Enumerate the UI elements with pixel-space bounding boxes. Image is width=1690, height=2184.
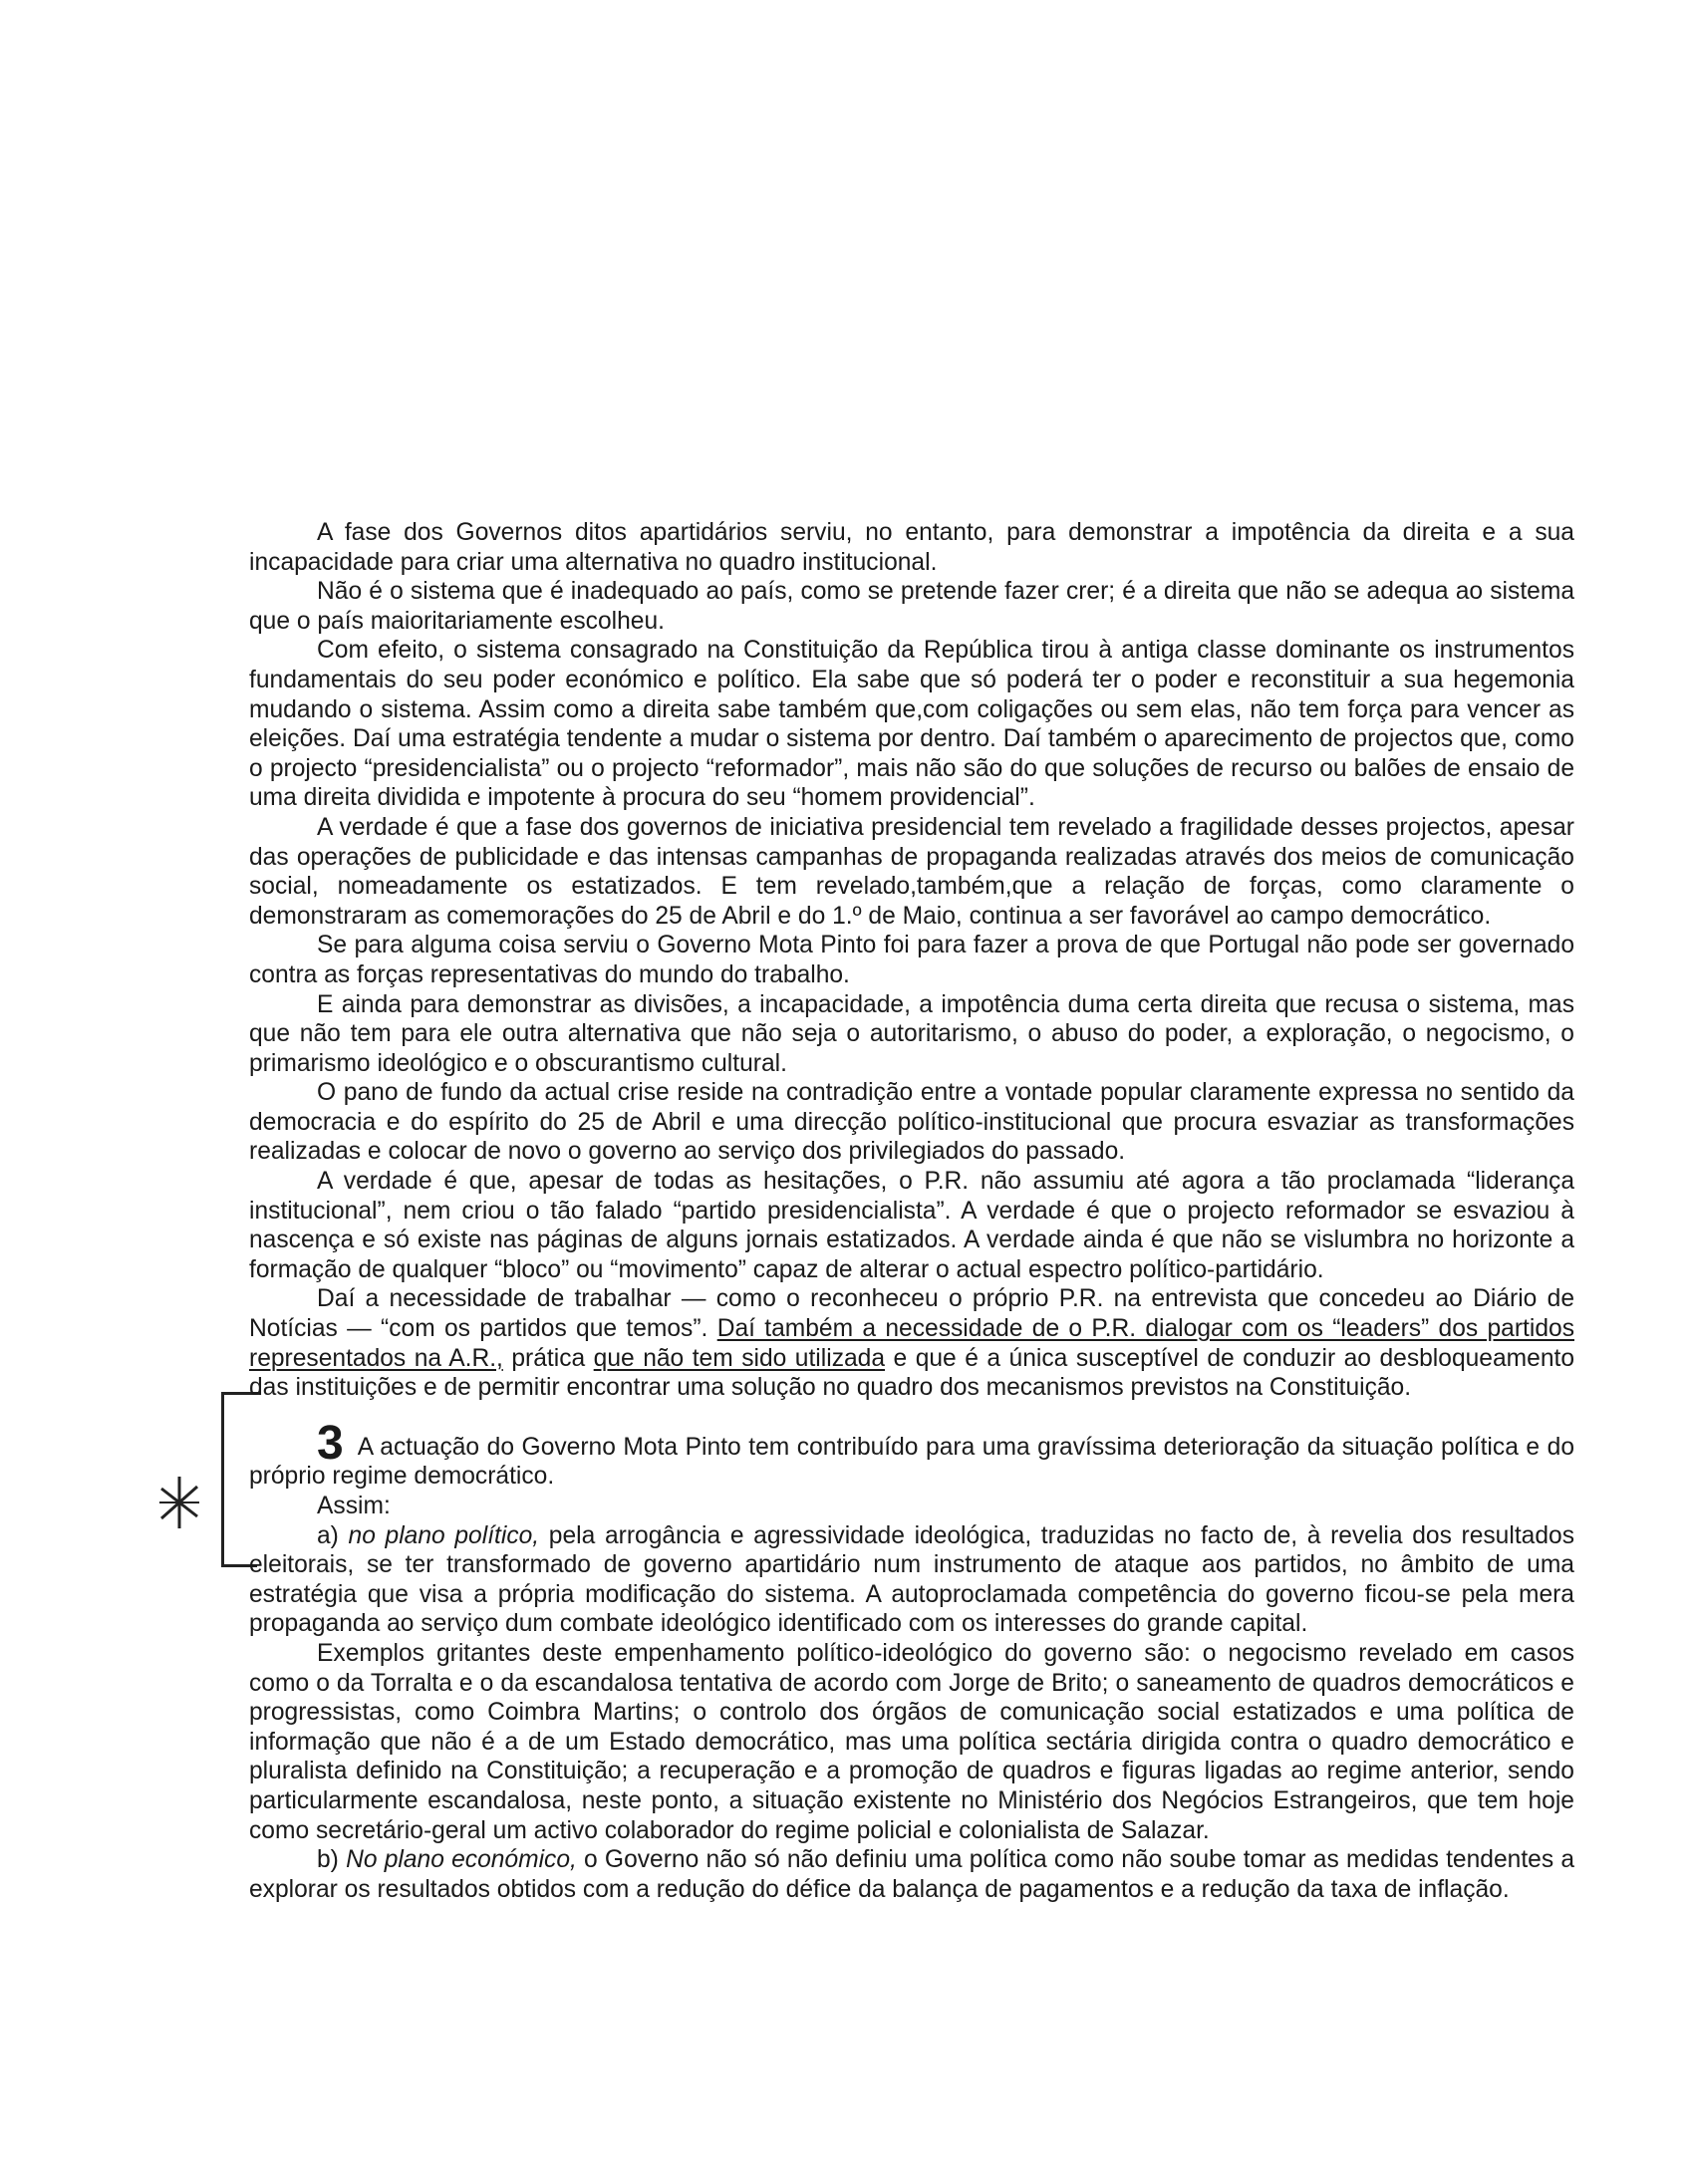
section-intro-text: A actuação do Governo Mota Pinto tem contribuído para uma gravíssima deterioração da situação política e do próprio regime democrático. bbox=[249, 1433, 1574, 1491]
item-a-heading: no plano político, bbox=[348, 1521, 540, 1549]
section-3-intro bbox=[249, 1416, 1574, 1492]
marked-text-1: Daí a necessidade de trabalhar — como o reconheceu o próprio P.R. na entrevista que concedeu ao Diário de Notícias — “com os partidos que temos”. bbox=[249, 1285, 1574, 1343]
assim-line: Assim: bbox=[317, 1493, 391, 1519]
item-b-heading: No plano económico, bbox=[346, 1846, 577, 1874]
margin-bracket-mark bbox=[221, 1395, 248, 1564]
marked-text-3: e que é a única susceptível de conduzir ao desbloqueamento das instituições e de permitir encontrar uma solução no quadro dos mecanismos previstos na Constituição. bbox=[249, 1344, 1575, 1402]
examples-paragraph: Exemplos gritantes deste empenhamento político-ideológico do governo são: o negocismo revelado em casos como o da Torralta e o da escandalosa tentativa de acordo com Jorge de Brito; o saneamento de quadros democráticos e progressistas, como Coimbra Martins; o controlo dos órgãos de comunicação social estatizados e uma política de informação que não é a de um Estado democrático, mas uma política sectária dirigida contra o quadro democrático e pluralista definido na Constituição; a recuperação e a promoção de quadros e figuras ligadas ao regime anterior, sendo particularmente escandalosa, neste ponto, a situação existente no Ministério dos Negócios Estrangeiros, que tem hoje como secretário-geral um activo colaborador do regime policial e colonialista de Salazar. bbox=[249, 1639, 1574, 1844]
paragraph-8: A verdade é que, apesar de todas as hesitações, o P.R. não assumiu até agora a tão proclamada “liderança institucional”, nem criou o tão falado “partido presidencialista”. A verdade é que o projecto reformador se esvaziou à nascença e só existe nas páginas de alguns jornais estatizados. A verdade ainda é que não se vislumbra no horizonte a formação de qualquer “bloco” ou “movimento” capaz de alterar o actual espectro político-partidário. bbox=[249, 1168, 1574, 1283]
item-a-label: a) bbox=[317, 1521, 349, 1549]
item-b bbox=[249, 1845, 1574, 1904]
paragraph-1: A fase dos Governos ditos apartidários serviu, no entanto, para demonstrar a impotência da direita e a sua incapacidade para criar uma alternativa no quadro institucional. bbox=[249, 519, 1574, 576]
paragraph-7: O pano de fundo da actual crise reside na contradição entre a vontade popular claramente expressa no sentido da democracia e do espírito do 25 de Abril e uma direcção político-institucional que procura esvaziar as transformações realizadas e colocar de novo o governo ao serviço dos privilegiados do passado. bbox=[249, 1079, 1574, 1166]
paragraph-6: E ainda para demonstrar as divisões, a incapacidade, a impotência duma certa direita que recusa o sistema, mas que não tem para ele outra alternativa que não seja o autoritarismo, o abuso do poder, a exploração, o negocismo, o primarismo ideológico e o obscurantismo cultural. bbox=[249, 990, 1574, 1077]
item-b-text: o Governo não só não definiu uma política como não soube tomar as medidas tendentes a explorar os resultados obtidos com a redução do défice da balança de pagamentos e a redução da taxa de inflação. bbox=[249, 1846, 1575, 1903]
marked-paragraph bbox=[249, 1284, 1574, 1402]
paragraph-5: Se para alguma coisa serviu o Governo Mota Pinto foi para fazer a prova de que Portugal não pode ser governado contra as forças representativas do mundo do trabalho. bbox=[249, 932, 1574, 988]
paragraph-2: Não é o sistema que é inadequado ao país, como se pretende fazer crer; é a direita que não se adequa ao sistema que o país maioritariamente escolheu. bbox=[249, 578, 1574, 635]
item-a-text: pela arrogância e agressividade ideológica, traduzidas no facto de, à revelia dos resultados eleitorais, se ter transformado de governo apartidário num instrumento de ataque aos partidos, no âmbito de uma estratégia que visa a própria modificação do sistema. A autoproclamada competência do governo ficou-se pela mera propaganda ao serviço dum combate ideológico identificado com os interesses do grande capital. bbox=[249, 1521, 1574, 1638]
handwritten-asterisk-mark bbox=[157, 1473, 201, 1532]
item-b-label: b) bbox=[317, 1846, 347, 1874]
paragraph-3: Com efeito, o sistema consagrado na Constituição da República tirou à antiga classe dominante os instrumentos fundamentais do seu poder económico e político. Ela sabe que só poderá ter o poder e reconstituir a sua hegemonia mudando o sistema. Assim como a direita sabe também que,com coligações ou sem elas, não tem força para vencer as eleições. Daí uma estratégia tendente a mudar o sistema por dentro. Daí também o aparecimento de projectos que, como o projecto “presidencialista” ou o projecto “reformador”, mais não são do que soluções de recurso ou balões de ensaio de uma direita dividida e impotente à procura do seu “homem providencial”. bbox=[249, 637, 1574, 812]
section-number: 3 bbox=[317, 1416, 344, 1470]
underlined-text-2: que não tem sido utilizada bbox=[593, 1344, 886, 1372]
document-body bbox=[249, 518, 1574, 1904]
marked-text-2: prática bbox=[502, 1344, 594, 1372]
paragraph-4: A verdade é que a fase dos governos de iniciativa presidencial tem revelado a fragilidade desses projectos, apesar das operações de publicidade e das intensas campanhas de propaganda realizadas através dos meios de comunicação social, nomeadamente os estatizados. E tem revelado,também,que a relação de forças, como claramente o demonstraram as comemorações do 25 de Abril e do 1.º de Maio, continua a ser favorável ao campo democrático. bbox=[249, 813, 1574, 930]
underlined-text-1: Daí também a necessidade de o P.R. dialogar com os “leaders” dos partidos representados na A.R., bbox=[249, 1315, 1574, 1372]
item-a bbox=[249, 1521, 1574, 1639]
